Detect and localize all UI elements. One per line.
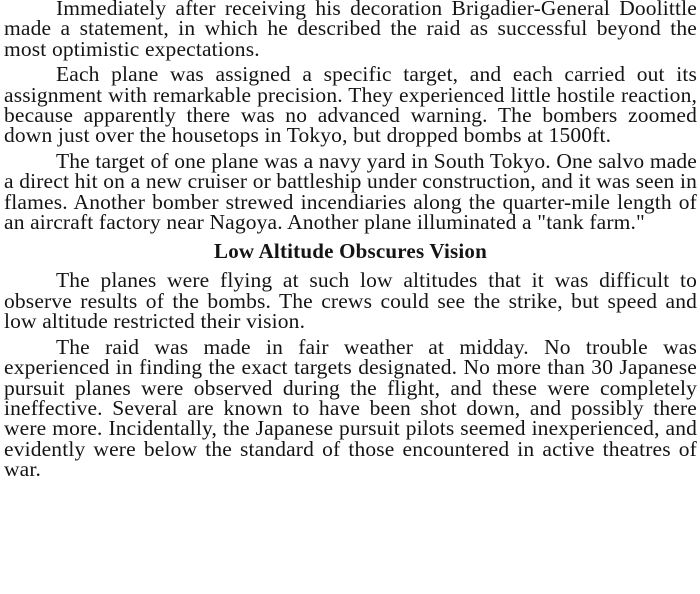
- paragraph-plane-targets: Each plane was assigned a specific target, and each carried out its assignment with remarkable precision. They experienced little hostile reaction, because apparently there was no advanced warning. The bombers zoomed down just over the housetops in Tokyo, but dropped bombs at 1500ft.: [4, 62, 697, 148]
- paragraph-raid-conditions: The raid was made in fair weather at midday. No trouble was experienced in finding the exact targets designated. No more than 30 Japanese pursuit planes were observed during the flight, and these were completely ineffective. Several are known to have been shot down, and possibly there were more. Incidentally, the Japanese pursuit pilots seemed inexperienced, and evidently were below the standard of those encountered in active theatres of war.: [4, 334, 697, 482]
- paragraph-low-altitude: The planes were flying at such low altitudes that it was difficult to observe results of the bombs. The crews could see the strike, but speed and low altitude restricted their vision.: [4, 268, 697, 334]
- section-heading: Low Altitude Obscures Vision: [213, 239, 487, 264]
- paragraph-doolittle-statement: Immediately after receiving his decoration Brigadier-General Doolittle made a statement, in which he described the raid as successful beyond the most optimistic expectations.: [4, 0, 697, 61]
- document-page: [4, 0, 697, 485]
- paragraph-target-details: The target of one plane was a navy yard in South Tokyo. One salvo made a direct hit on a new cruiser or battleship under construction, and it was seen in flames. Another bomber strewed incendiaries along the quarter-mile length of an aircraft factory near Nagoya. Another plane illuminated a "tank farm.": [4, 148, 697, 235]
